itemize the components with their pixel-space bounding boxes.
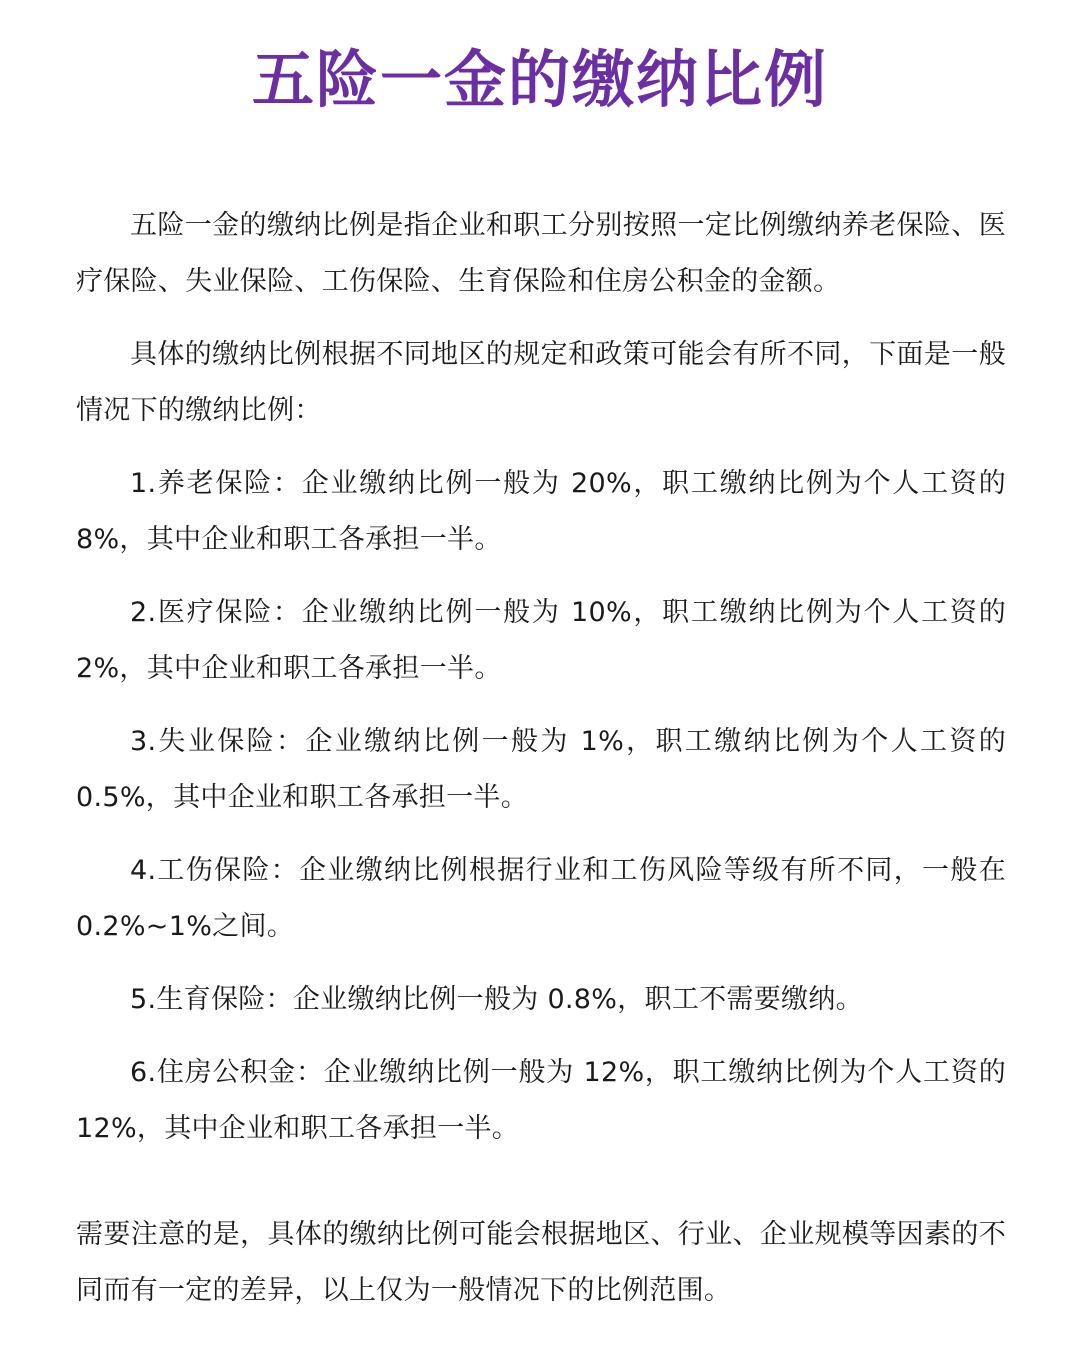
list-item-medical-insurance: 2.医疗保险：企业缴纳比例一般为 10%，职工缴纳比例为个人工资的 2%，其中企业和职工各承担一半。: [76, 597, 1006, 684]
intro-paragraph: 五险一金的缴纳比例是指企业和职工分别按照一定比例缴纳养老保险、医疗保险、失业保险、工伤保险、生育保险和住房公积金的金额。: [76, 210, 1006, 297]
page-title: 五险一金的缴纳比例: [251, 43, 828, 116]
list-item-pension-insurance: 1.养老保险：企业缴纳比例一般为 20%，职工缴纳比例为个人工资的 8%，其中企业和职工各承担一半。: [76, 468, 1006, 555]
note-paragraph: 需要注意的是，具体的缴纳比例可能会根据地区、行业、企业规模等因素的不同而有一定的差异，以上仅为一般情况下的比例范围。: [76, 1219, 1006, 1306]
list-item-maternity-insurance: 5.生育保险：企业缴纳比例一般为 0.8%，职工不需要缴纳。: [130, 984, 863, 1015]
list-item-work-injury-insurance: 4.工伤保险：企业缴纳比例根据行业和工伤风险等级有所不同，一般在 0.2%~1%之间。: [76, 855, 1006, 942]
general-paragraph: 具体的缴纳比例根据不同地区的规定和政策可能会有所不同，下面是一般情况下的缴纳比例：: [76, 339, 1006, 426]
list-item-unemployment-insurance: 3.失业保险：企业缴纳比例一般为 1%，职工缴纳比例为个人工资的 0.5%，其中企业和职工各承担一半。: [76, 726, 1006, 813]
list-item-housing-fund: 6.住房公积金：企业缴纳比例一般为 12%，职工缴纳比例为个人工资的 12%，其中企业和职工各承担一半。: [76, 1057, 1006, 1144]
